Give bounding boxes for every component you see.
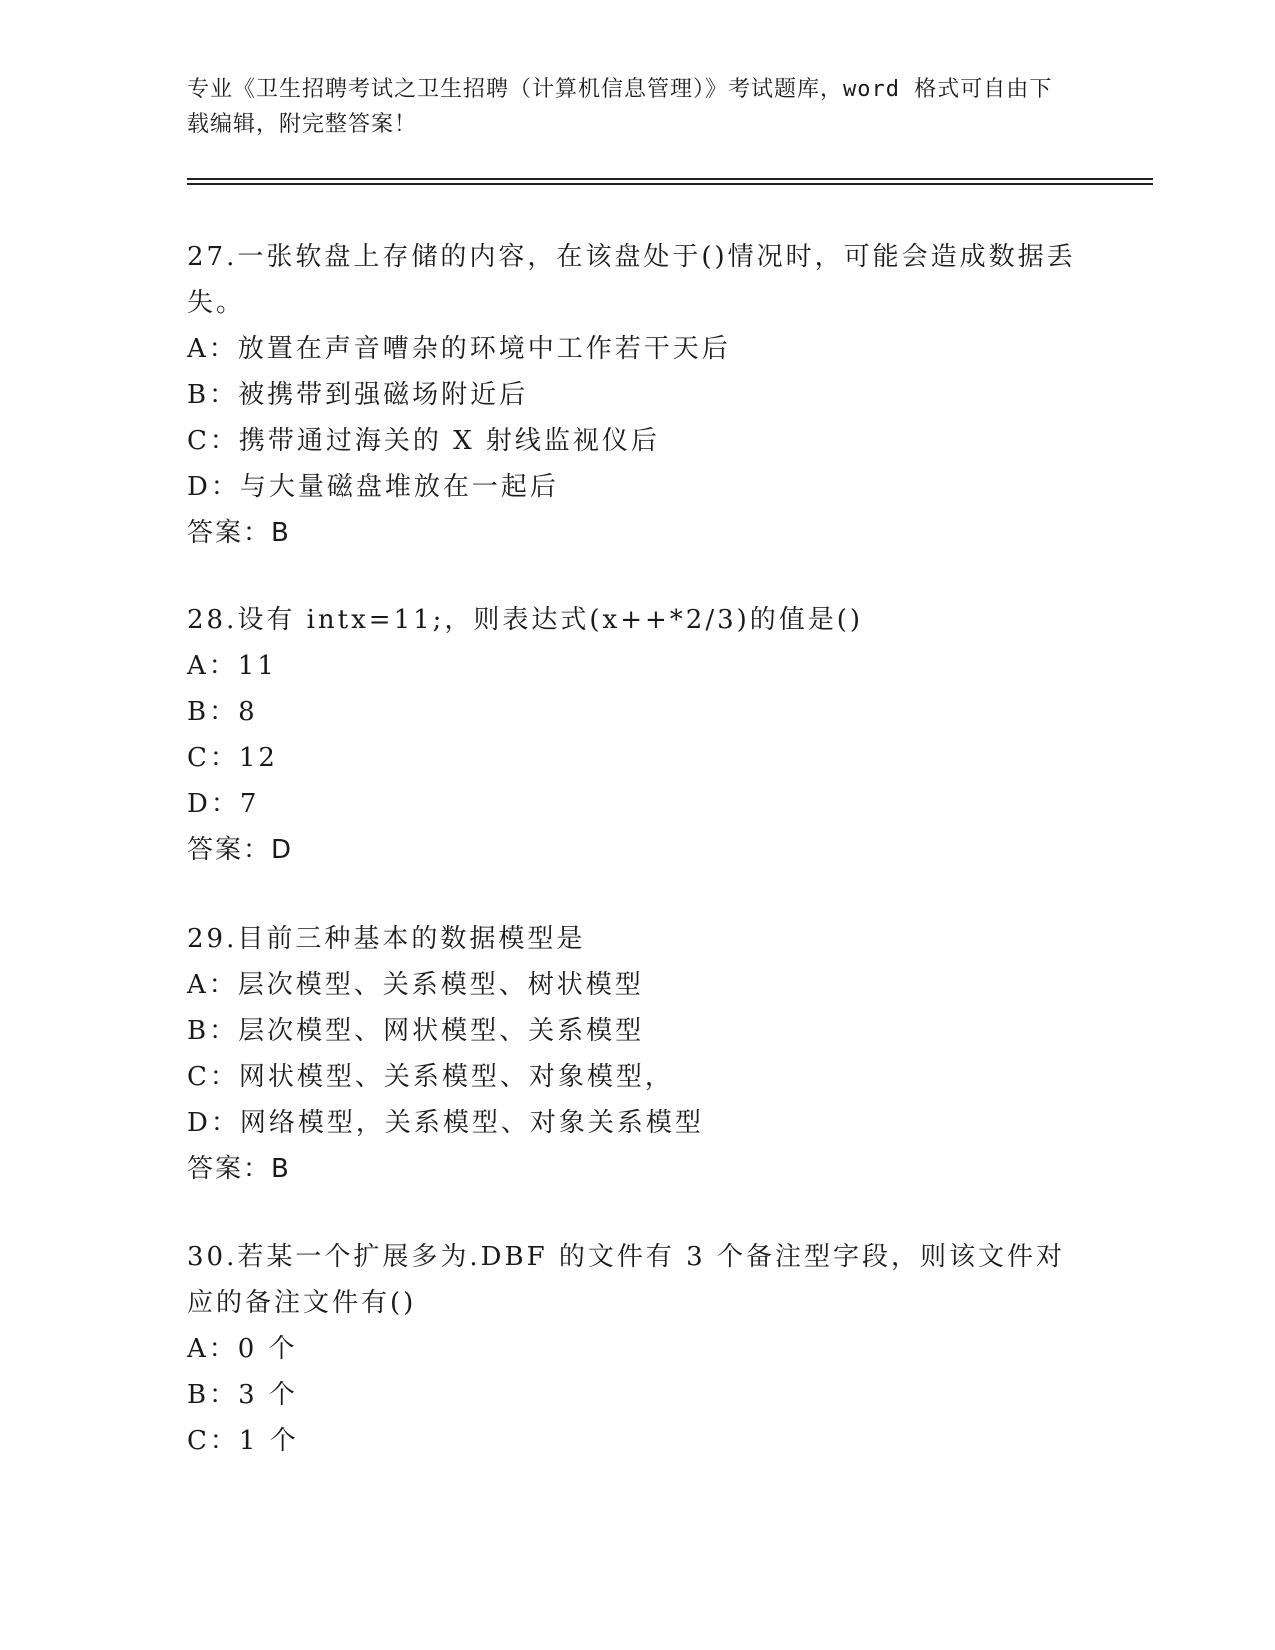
question-27 — [187, 234, 1087, 556]
answer: 答案：B — [187, 1154, 291, 1184]
answer: 答案：B — [187, 518, 291, 548]
option-c: C：12 — [187, 743, 278, 773]
answer: 答案：D — [187, 835, 294, 865]
option-a: A：0 个 — [187, 1334, 298, 1364]
question-stem: 27.一张软盘上存储的内容，在该盘处于()情况时，可能会造成数据丢失。 — [187, 242, 1076, 318]
question-stem: 29.目前三种基本的数据模型是 — [187, 924, 586, 954]
option-b: B：被携带到强磁场附近后 — [187, 380, 529, 410]
option-c: C：网状模型、关系模型、对象模型， — [187, 1062, 674, 1092]
question-stem: 30.若某一个扩展多为.DBF 的文件有 3 个备注型字段，则该文件对应的备注文件有() — [187, 1242, 1065, 1318]
option-d: D：7 — [187, 789, 260, 819]
question-30 — [187, 1234, 1087, 1464]
option-d: D：与大量磁盘堆放在一起后 — [187, 472, 559, 502]
option-c: C：1 个 — [187, 1426, 299, 1456]
option-a: A：层次模型、关系模型、树状模型 — [187, 970, 644, 1000]
option-a: A：放置在声音嘈杂的环境中工作若干天后 — [187, 334, 731, 364]
header-divider-top — [187, 178, 1153, 180]
question-stem: 28.设有 intx=11;，则表达式(x++*2/3)的值是() — [187, 605, 864, 635]
option-d: D：网络模型，关系模型、对象关系模型 — [187, 1108, 704, 1138]
option-a: A：11 — [187, 651, 277, 681]
question-29 — [187, 916, 1087, 1192]
option-b: B：层次模型、网状模型、关系模型 — [187, 1016, 645, 1046]
option-b: B：3 个 — [187, 1380, 298, 1410]
header-divider-bottom — [187, 183, 1153, 185]
document-intro: 专业《卫生招聘考试之卫生招聘（计算机信息管理）》考试题库，word 格式可自由下载编辑，附完整答案！ — [187, 77, 1053, 137]
option-c: C：携带通过海关的 X 射线监视仪后 — [187, 426, 660, 456]
option-b: B：8 — [187, 697, 258, 727]
question-28 — [187, 597, 1087, 873]
